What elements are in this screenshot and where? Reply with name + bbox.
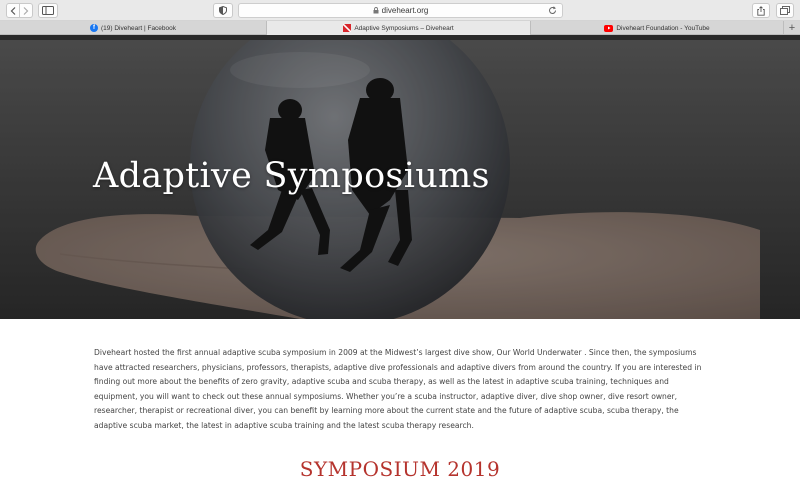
plus-icon: + (788, 22, 796, 34)
hero-banner (0, 40, 800, 319)
tab-bar (0, 21, 800, 35)
section-heading: SYMPOSIUM 2019 (299, 457, 501, 481)
address-bar[interactable] (238, 3, 563, 18)
browser-toolbar (0, 0, 800, 21)
tab-label: Diveheart Foundation - YouTube (616, 24, 710, 32)
reload-icon[interactable] (548, 6, 557, 17)
back-button[interactable] (6, 3, 20, 18)
tab-overview-button[interactable] (776, 3, 794, 18)
forward-button[interactable] (20, 3, 33, 18)
facebook-icon: f (90, 24, 98, 32)
tab-adaptive-symposiums[interactable] (267, 21, 531, 35)
chevron-right-icon (23, 7, 29, 15)
intro-paragraph: Diveheart hosted the first annual adaptive scuba symposium in 2009 at the Midwest’s largest dive show, Our World Underwater . Since then, the symposiums have attracted researchers, physicians, professors, therapists, adaptive dive professionals and adaptive divers from around the country. If you are interested in finding out more about the benefits of zero gravity, adaptive scuba and scuba therapy, as well as the latest in adaptive scuba training, techniques and equipment, you will want to check out these annual symposiums. Whether you’re a scuba instructor, adaptive diver, dive shop owner, dive resort owner, researcher, therapist or recreational diver, you can benefit by learning more about the current state and the future of adaptive scuba, scuba therapy, the adaptive scuba market, the latest in adaptive scuba training and the latest scuba therapy research. (94, 348, 702, 430)
new-tab-button[interactable] (784, 21, 800, 35)
share-button[interactable] (752, 3, 770, 18)
tab-facebook[interactable] (0, 21, 267, 35)
tabs-icon (780, 6, 790, 15)
tab-youtube[interactable] (531, 21, 784, 35)
tab-label: Adaptive Symposiums – Diveheart (354, 24, 454, 32)
privacy-report-button[interactable] (213, 3, 233, 18)
diveheart-flag-icon (343, 24, 351, 32)
lock-icon (373, 7, 379, 14)
url-text: diveheart.org (381, 6, 429, 15)
tab-label: (19) Diveheart | Facebook (100, 24, 177, 32)
sidebar-icon (42, 6, 54, 15)
sidebar-toggle-button[interactable] (38, 3, 58, 18)
youtube-icon (604, 25, 613, 32)
share-icon (757, 6, 765, 16)
chevron-left-icon (10, 7, 16, 15)
page-title: Adaptive Symposiums (93, 156, 490, 196)
shield-icon (219, 6, 227, 15)
